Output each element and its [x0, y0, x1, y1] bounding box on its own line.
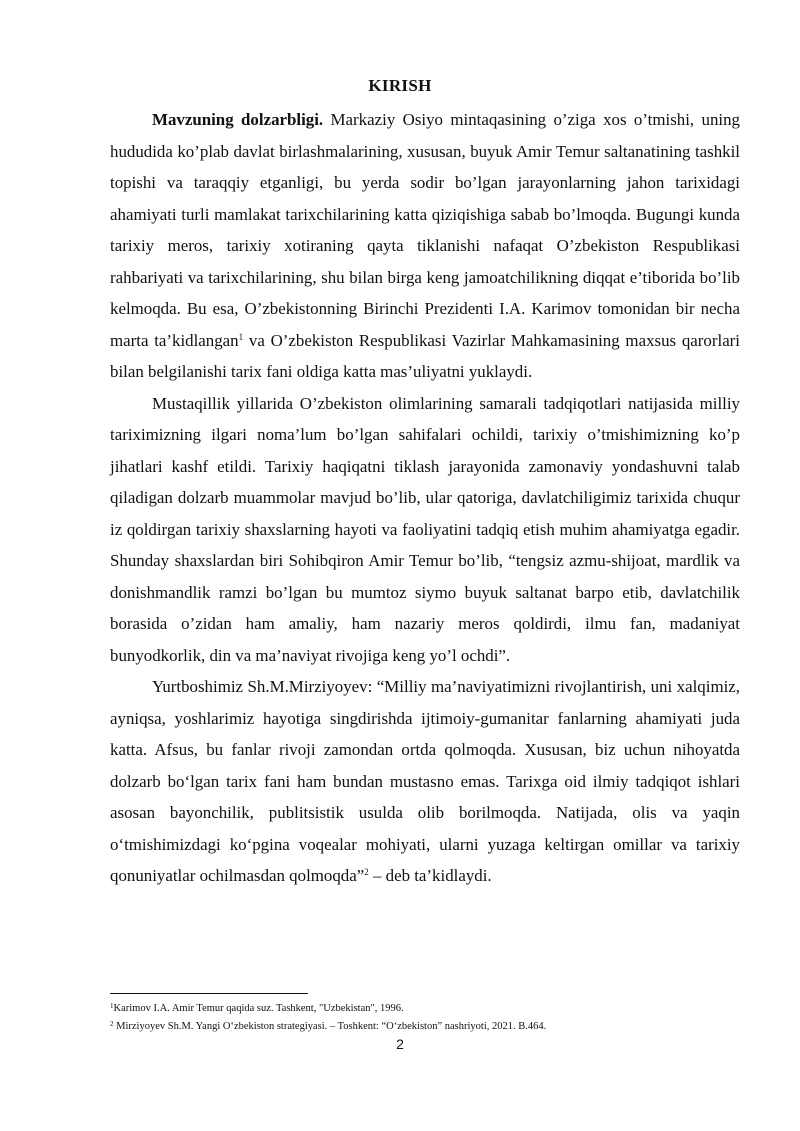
paragraph-independence: Mustaqillik yillarida O’zbekiston olimlarining samarali tadqiqotlari natijasida milliy tariximizning ilgari noma’lum bo’lgan sahifalari ochildi, tarixiy o’tmishimizning ko’p jihatlari kashf etildi. Tarixiy haqiqatni tiklash jarayonida zamonaviy yondashuvni talab qiladigan dolzarb muammolar mavjud bo’lib, ular qatoriga, davlatchiligimiz tarixida chuqur iz qoldirgan tarixiy shaxslarning hayoti va faoliyatini tadqiq etish muhim ahamiyatga egadir. Shunday shaxslardan biri Sohibqiron Amir Temur bo’lib, “tengsiz azmu-shijoat, mardlik va donishmandlik ramzi bo’lgan bu mumtoz siymo buyuk saltanat barpo etib, davlatchilik borasida o’zidan ham amaliy, ham nazariy meros qoldirdi, ilmu fan, madaniyat bunyodkorlik, din va ma’naviyat rivojiga keng yo’l ochdi”.	[110, 393, 740, 665]
body-text	[110, 104, 740, 892]
footnote-mark: 2	[110, 1019, 114, 1028]
footnote-ref: 2	[364, 867, 369, 877]
footnote-text: Karimov I.A. Amir Temur qaqida suz. Tashkent, "Uzbekistan", 1996.	[113, 1003, 404, 1014]
footnote	[110, 1000, 750, 1018]
page-number: 2	[396, 1036, 404, 1052]
paragraph-text: Markaziy Osiyo mintaqasining o’ziga xos o’tmishi, uning hududida ko’plab davlat birlashmalarining, xususan, buyuk Amir Temur saltanatining tashkil topishi va taraqqiy etganligi, bu yerda sodir bo’lgan jarayonlarning jahon tarixidagi ahamiyati turli mamlakat tarixchilarining katta qiziqishiga sabab bo’lmoqda. Bugungi kunda tarixiy meros, tarixiy xotiraning qayta tiklanishi nafaqat O’zbekiston Respublikasi rahbariyati va tarixchilarining, shu bilan birga keng jamoatchilikning diqqat e’tiborida bo’lib kelmoqda. Bu esa, O’zbekistonning Birinchi Prezidenti I.A. Karimov tomonidan bir necha marta ta’kidlangan	[110, 110, 740, 350]
footnotes	[110, 1000, 750, 1035]
paragraph-quote	[110, 671, 740, 892]
paragraph-text: Yurtboshimiz Sh.M.Mirziyoyev: “Milliy ma’naviyatimizni rivojlantirish, uni xalqimiz, ayniqsa, yoshlarimiz hayotiga singdirishda ijtimoiy-gumanitar fanlarning ahamiyati juda katta. Afsus, bu fanlar rivoji zamondan ortda qolmoqda. Xususan, biz uchun nihoyatda dolzarb bo‘lgan tarix fani ham bundan mustasno emas. Tarixga oid ilmiy tadqiqot ishlari asosan bayonchilik, publitsistik usulda olib borilmoqda. Natijada, olis va yaqin o‘tmishimizdagi ko‘pgina voqealar mohiyati, ularni yuzaga keltirgan omillar va tarixiy qonuniyatlar ochilmasdan qolmoqda”	[110, 677, 740, 885]
footnote-separator	[110, 993, 308, 994]
footnote-ref: 1	[238, 331, 244, 342]
paragraph-lead: Mavzuning dolzarbligi.	[152, 110, 324, 129]
footnote-text: Mirziyoyev Sh.M. Yangi O‘zbekiston strategiyasi. – Toshkent: “O‘zbekiston” nashriyoti, 2021. B.464.	[113, 1020, 547, 1032]
paragraph-relevance	[110, 104, 740, 388]
footnote	[110, 1018, 750, 1036]
paragraph-text: – deb ta’kidlaydi.	[368, 866, 492, 885]
paragraph-text: va O’zbekiston Respublikasi Vazirlar Mahkamasining maxsus qarorlari bilan belgilanishi tarix fani oldiga katta mas’uliyatni yuklaydi.	[110, 330, 741, 381]
footnote-mark: 1	[110, 1002, 114, 1010]
section-title: KIRISH	[368, 76, 432, 95]
